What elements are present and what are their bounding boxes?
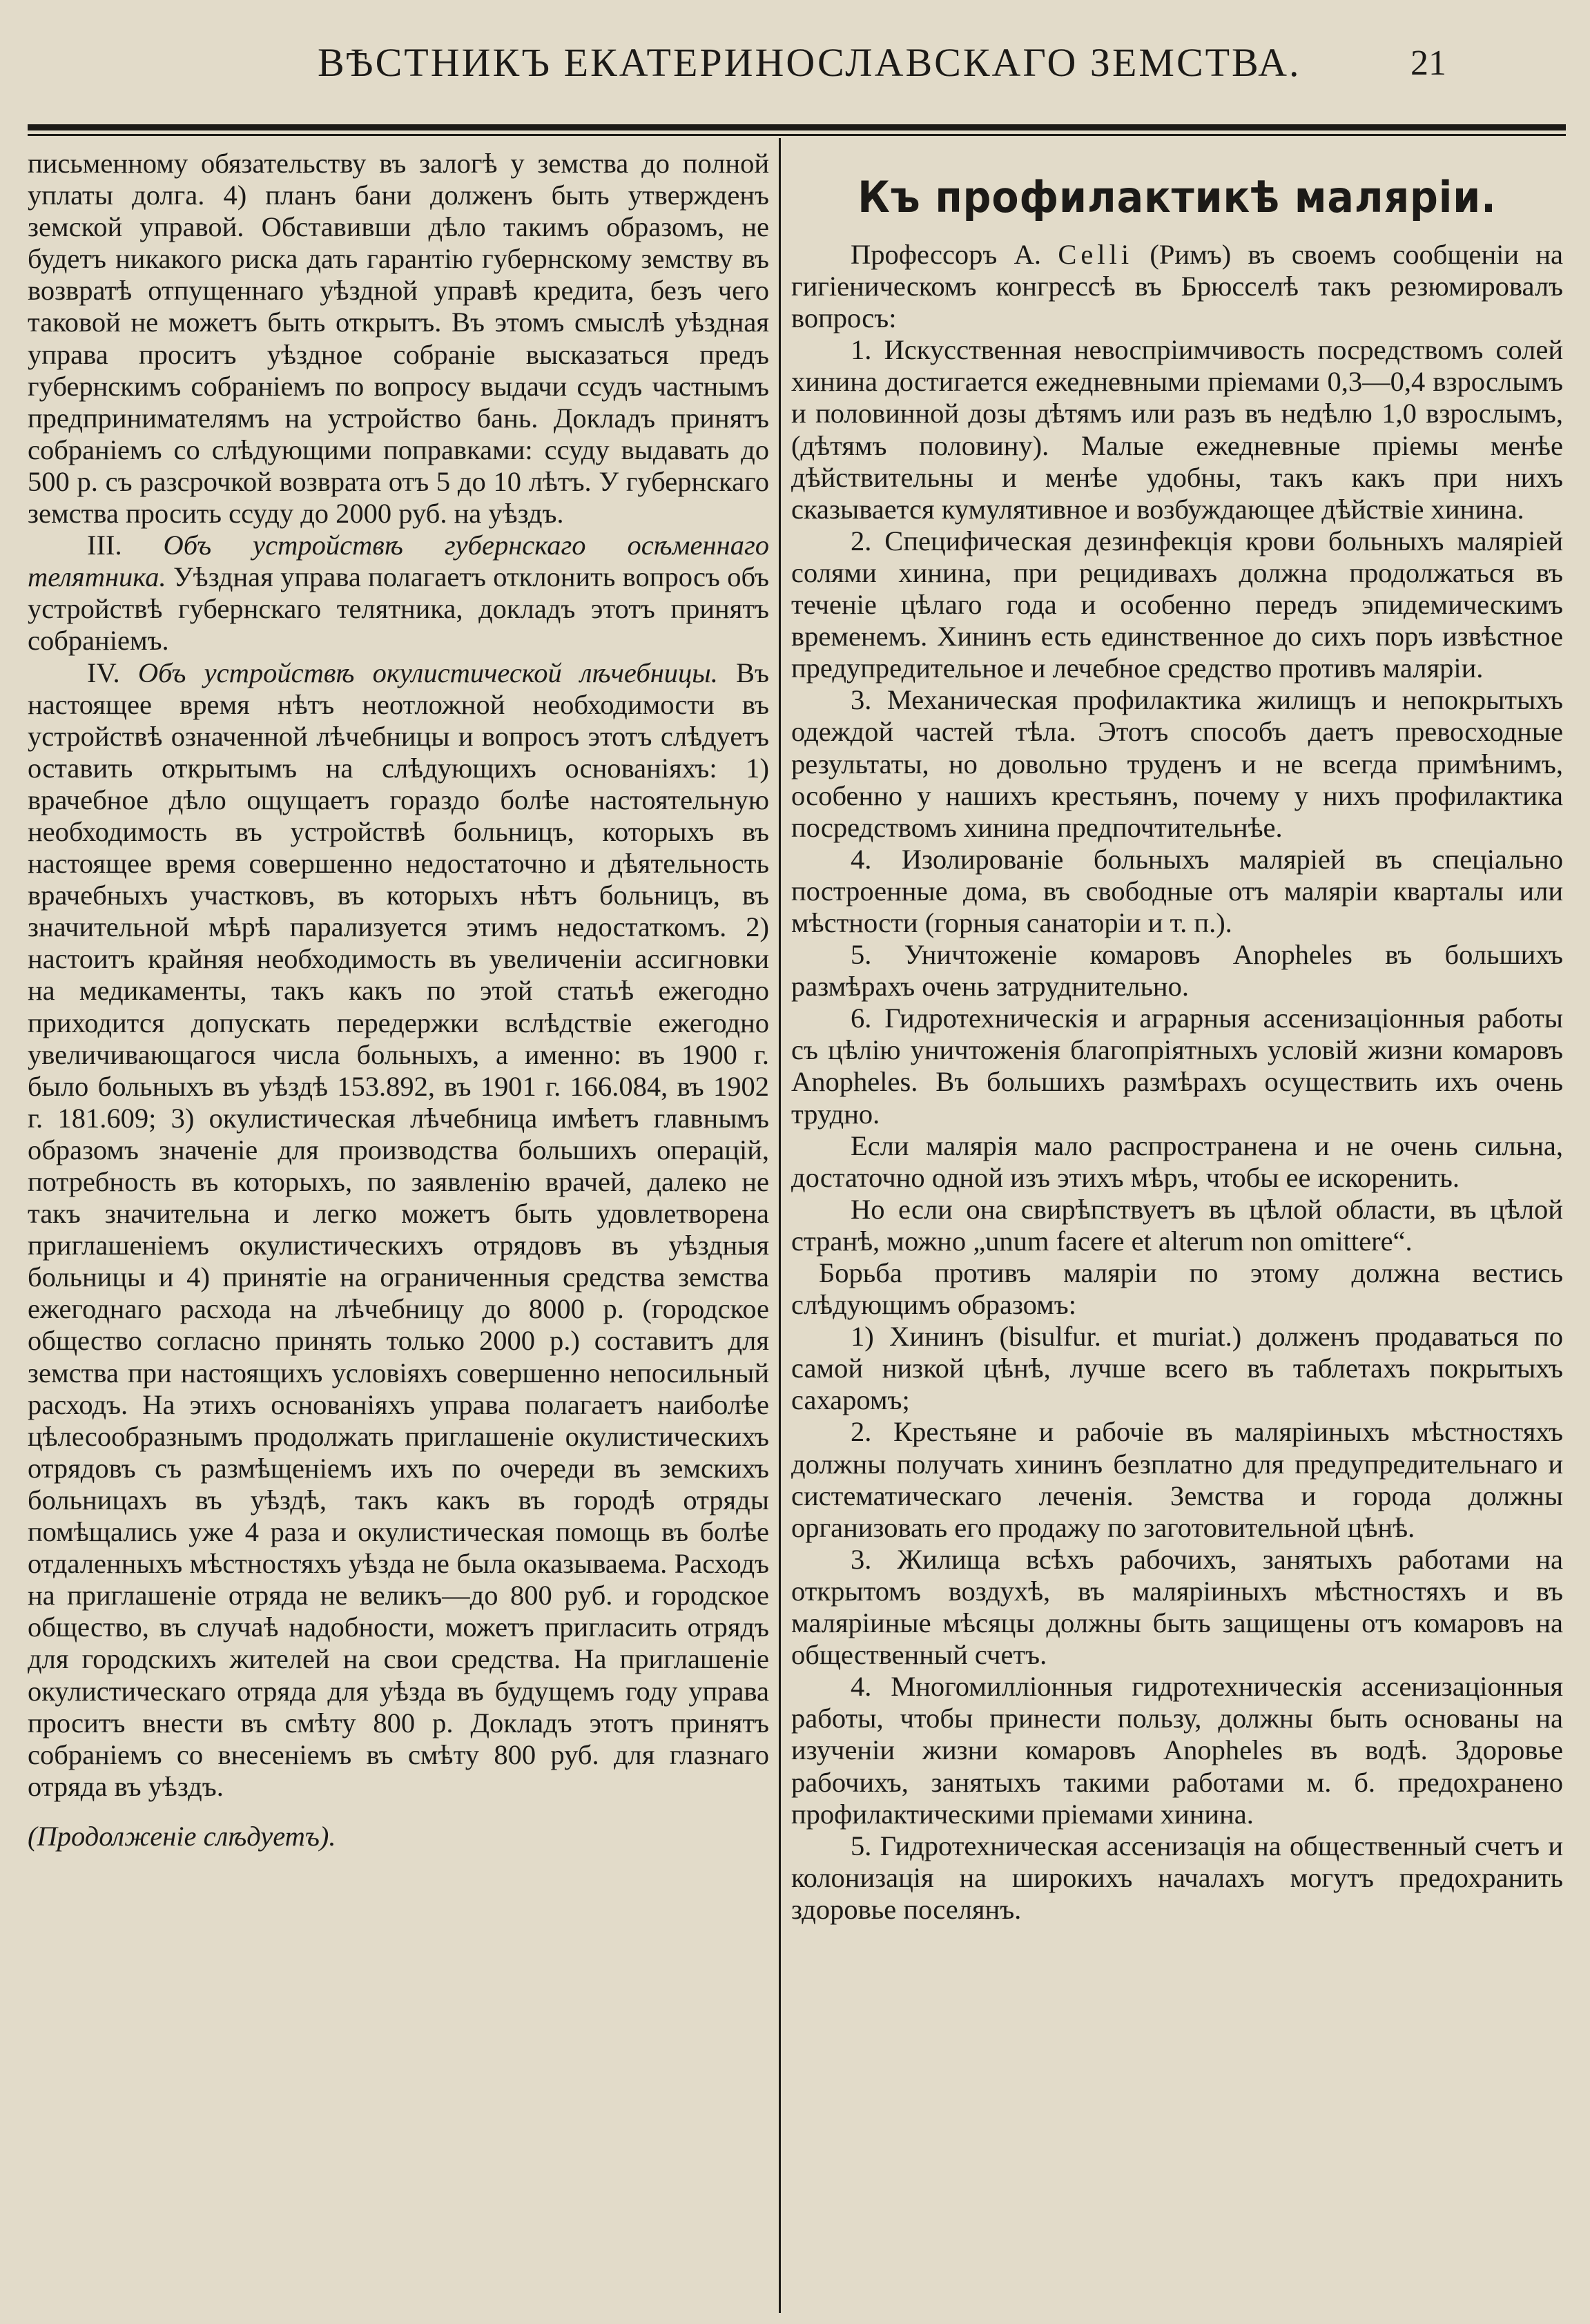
right-column	[791, 171, 1563, 1926]
article-title: Къ профилактикѣ маляріи.	[857, 172, 1497, 222]
left-column	[28, 148, 769, 1852]
intro-post: (Римъ) въ своемъ сообщеніи на гигіеническомъ конгрессѣ въ Брюсселѣ такъ резюмировалъ вопросъ:	[791, 239, 1564, 334]
paragraph-bath-loans: письменному обязательству въ залогѣ у земства до полной уплаты долга. 4) планъ бани долженъ быть утвержденъ земской управой. Обставивши дѣло такимъ образомъ, не будетъ никакого риска дать гарантію губернскому земству въ возвратѣ отпущеннаго уѣздной управѣ кредита, безъ чего таковой не можетъ быть открытъ. Въ этомъ смыслѣ уѣздная управа проситъ уѣздное собраніе высказаться предъ губернскимъ собраніемъ по вопросу выдачи ссудъ частнымъ предпринимателямъ на устройство бань. Докладъ принятъ собраніемъ со слѣдующими поправками: ссуду выдавать до 500 р. съ разсрочкой возврата отъ 5 до 10 лѣтъ. У губернскаго земства просить ссуду до 2000 руб. на уѣздъ.	[28, 148, 769, 530]
section-iii-number: III.	[87, 530, 122, 561]
section-iv-number: IV.	[87, 657, 120, 688]
page-number: 21	[1410, 43, 1446, 83]
measure-item: 4. Многомилліонныя гидротехническія ассенизаціонныя работы, чтобы принести пользу, должны быть основаны на изученіи жизни комаровъ Anopheles въ водѣ. Здоровье рабочихъ, занятыхъ такими работами м. б. предохранено профилактическими пріемами хинина.	[791, 1671, 1563, 1830]
article-intro	[791, 239, 1563, 334]
column-divider	[779, 138, 781, 2313]
list-item: 3. Механическая профилактика жилищъ и непокрытыхъ одеждой частей тѣла. Этотъ способъ даетъ превосходные результаты, но довольно труденъ и не всегда примѣнимъ, особенно у нашихъ крестьянъ, почему у нихъ профилактика посредствомъ хинина предпочтительнѣе.	[791, 684, 1563, 843]
section-iv	[28, 657, 769, 1803]
list-item: 6. Гидротехническія и аграрныя ассенизаціонныя работы съ цѣлію уничтоженія благопріятныхъ условій жизни комаровъ Anopheles. Въ большихъ размѣрахъ осуществить ихъ очень трудно.	[791, 1003, 1563, 1130]
measure-item: 1) Хининъ (bisulfur. et muriat.) долженъ продаваться по самой низкой цѣнѣ, лучше всего въ таблетахъ покрытыхъ сахаромъ;	[791, 1321, 1563, 1416]
running-title: ВѢСТНИКЪ ЕКАТЕРИНОСЛАВСКАГО ЗЕМСТВА.	[318, 40, 1301, 85]
section-iii-text: Уѣздная управа полагаетъ отклонить вопросъ объ устройствѣ губернскаго телятника, докладъ этотъ принятъ собраніемъ.	[28, 561, 769, 657]
measure-item: 5. Гидротехническая ассенизація на общественный счетъ и колонизація на широкихъ началахъ могутъ предохранить здоровье поселянъ.	[791, 1830, 1563, 1925]
measure-item: 3. Жилища всѣхъ рабочихъ, занятыхъ работами на открытомъ воздухѣ, въ маляріиныхъ мѣстностяхъ и въ маляріиные мѣсяцы должны быть защищены отъ комаровъ на общественный счетъ.	[791, 1543, 1563, 1671]
intro-author: Celli	[1058, 239, 1134, 270]
paragraph-if-sparse: Если малярія мало распространена и не очень сильна, достаточно одной изъ этихъ мѣръ, чтобы ее искоренить.	[791, 1130, 1563, 1193]
list-item: 5. Уничтоженіе комаровъ Anopheles въ большихъ размѣрахъ очень затруднительно.	[791, 939, 1563, 1003]
header-rule-thick	[28, 124, 1566, 130]
section-iv-text: Въ настоящее время нѣтъ неотложной необходимости въ устройствѣ означенной лѣчебницы и вопросъ этотъ слѣдуетъ оставить открытымъ на слѣдующихъ основаніяхъ: 1) врачебное дѣло ощущаетъ гораздо болѣе настоятельную необходимость въ устройствѣ больницъ, которыхъ въ настоящее время совершенно недостаточно и дѣятельность врачебныхъ участковъ, въ которыхъ нѣтъ больницъ, въ значительной мѣрѣ парализуется этимъ недостаткомъ. 2) настоитъ крайняя необходимость въ увеличеніи ассигновки на медикаменты, такъ какъ по этой статьѣ ежегодно приходится допускать передержки вслѣдствіе ежегодно увеличивающагося числа больныхъ, а именно: въ 1900 г. было больныхъ въ уѣздѣ 153.892, въ 1901 г. 166.084, въ 1902 г. 181.609; 3) окулистическая лѣчебница имѣетъ главнымъ образомъ значеніе для производства большихъ операцій, потребность въ которыхъ, по заявленію врачей, далеко не такъ значительна и легко можетъ быть удовлетворена приглашеніемъ окулистическихъ отрядовъ въ уѣздныя больницы и 4) принятіе на ограниченныя средства земства ежегоднаго расхода на лѣчебницу до 8000 р. (городское общество согласно принять только 2000 р.) составитъ для земства при настоящихъ условіяхъ совершенно непосильный расходъ. На этихъ основаніяхъ управа полагаетъ наиболѣе цѣлесообразнымъ продолжать приглашеніе окулистическихъ отрядовъ съ размѣщеніемъ ихъ по очереди въ земскихъ больницахъ въ уѣздѣ, такъ какъ въ городѣ отряды помѣщались уже 4 раза и окулистическая помощь въ болѣе отдаленныхъ мѣстностяхъ уѣзда не была оказываема. Расходъ на приглашеніе отряда не великъ—до 800 руб. и городское общество, въ случаѣ надобности, можетъ пригласить отрядъ для городскихъ жителей на свои средства. На приглашеніе окулистическаго отряда для уѣзда въ будущемъ году управа проситъ внести въ смѣту 800 р. Докладъ этотъ принятъ собраніемъ со внесеніемъ въ смѣту 800 руб. для глазнаго отряда въ уѣздъ.	[28, 657, 769, 1802]
paragraph-fight: Борьба противъ маляріи по этому должна вестись слѣдующимъ образомъ:	[791, 1257, 1563, 1321]
section-iii	[28, 530, 769, 657]
continued-note: (Продолженіе слѣдуетъ).	[28, 1820, 336, 1852]
section-iii-heading: Объ устройствѣ губернскаго осѣменнаго телятника.	[28, 530, 769, 593]
list-item: 1. Искусственная невоспріимчивость посредствомъ солей хинина достигается ежедневными пріемами 0,3—0,4 взрослымъ и половинной дозы дѣтямъ или разъ въ недѣлю 1,0 взрослымъ, (дѣтямъ половину). Малые ежедневные пріемы менѣе дѣйствительны и менѣе удобны, такъ какъ при нихъ сказывается кумулятивное и возбуждающее дѣйствіе хинина.	[791, 334, 1563, 525]
intro-pre: Профессоръ А.	[851, 239, 1042, 270]
section-iv-heading: Объ устройствѣ окулистической лѣчебницы.	[137, 657, 718, 688]
header-rule-thin	[28, 134, 1566, 136]
list-item: 2. Специфическая дезинфекція крови больныхъ маляріей солями хинина, при рецидивахъ должна продолжаться въ теченіе цѣлаго года и особенно передъ эпидемическимъ временемъ. Хининъ есть единственное до сихъ поръ извѣстное предупредительное и лечебное средство противъ маляріи.	[791, 525, 1563, 684]
list-item: 4. Изолированіе больныхъ маляріей въ спеціально построенные дома, въ свободные отъ маляріи кварталы или мѣстности (горныя санаторіи и т. п.).	[791, 843, 1563, 938]
paragraph-if-widespread: Но если она свирѣпствуетъ въ цѣлой области, въ цѣлой странѣ, можно „unum facere et alterum non omittere“.	[791, 1193, 1563, 1257]
measure-item: 2. Крестьяне и рабочіе въ маляріиныхъ мѣстностяхъ должны получать хининъ безплатно для предупредительнаго и систематическаго леченія. Земства и города должны организовать его продажу по заготовительной цѣнѣ.	[791, 1416, 1563, 1543]
